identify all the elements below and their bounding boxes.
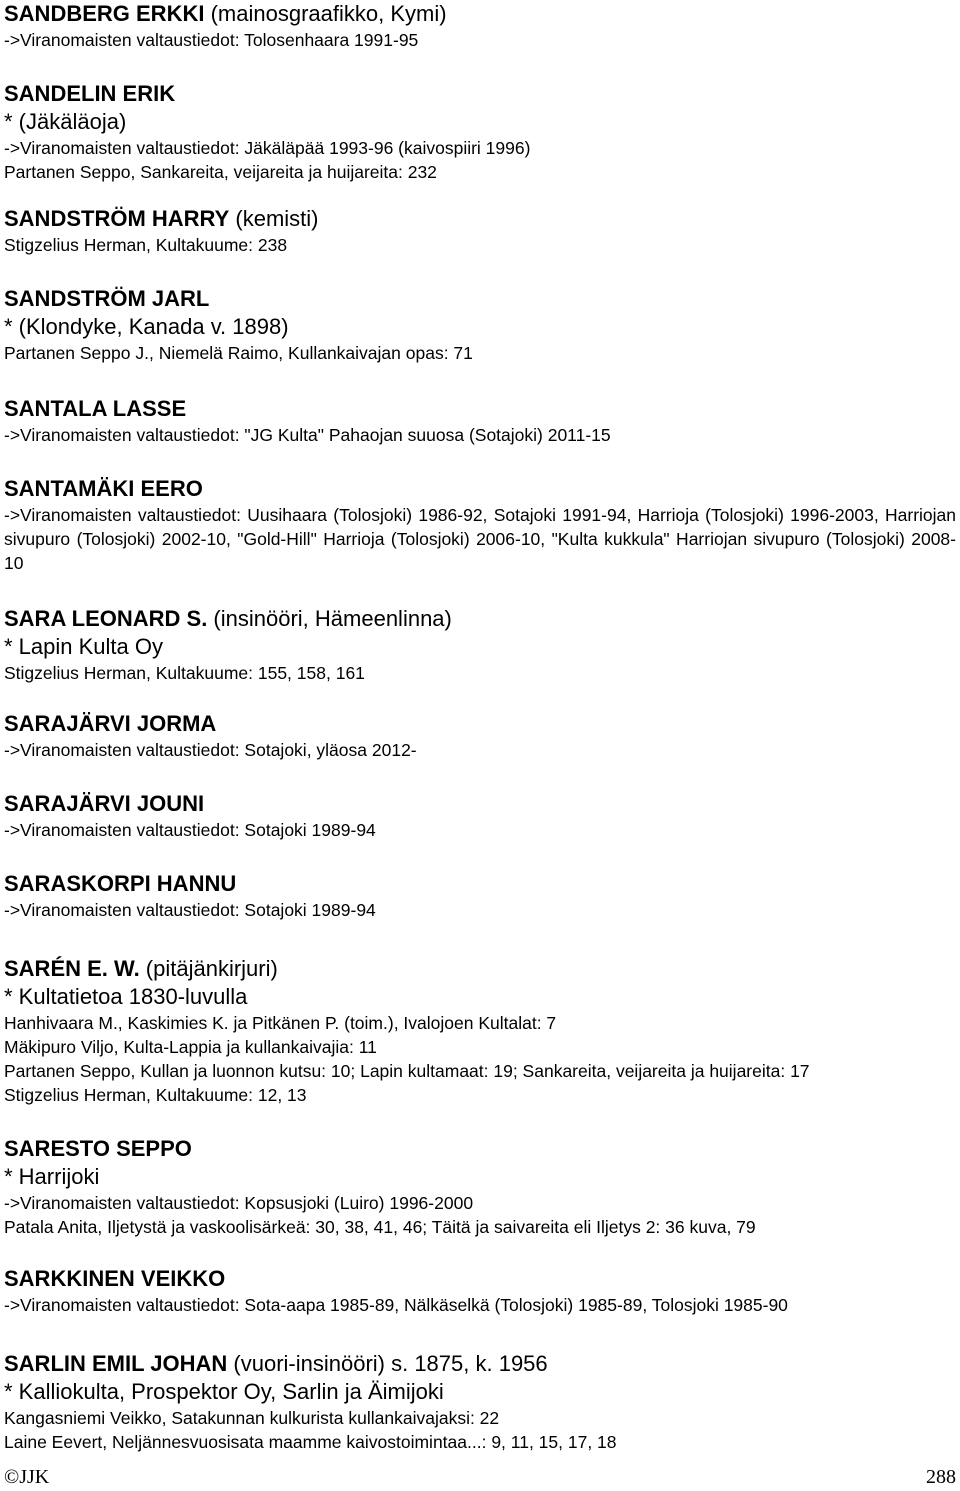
directory-entry: [4, 710, 956, 762]
entry-reference-line: ->Viranomaisten valtaustiedot: Sotajoki 1989-94: [4, 820, 376, 840]
entry-role: (mainosgraafikko, Kymi): [204, 1, 447, 26]
entry-role: (vuori-insinööri) s. 1875, k. 1956: [227, 1351, 548, 1376]
entry-reference-line: Hanhivaara M., Kaskimies K. ja Pitkänen P. (toim.), Ivalojoen Kultalat: 7: [4, 1013, 557, 1033]
entry-heading: [4, 285, 956, 313]
entry-heading: [4, 1350, 956, 1378]
entry-role: (pitäjänkirjuri): [139, 956, 278, 981]
entry-reference-line: Stigzelius Herman, Kultakuume: 12, 13: [4, 1085, 307, 1105]
entry-heading: [4, 80, 956, 108]
entry-reference-line: Kangasniemi Veikko, Satakunnan kulkurista kullankaivajaksi: 22: [4, 1408, 500, 1428]
entry-name: SARAJÄRVI JORMA: [4, 711, 217, 736]
directory-entry: [4, 1135, 956, 1239]
directory-entry: [4, 955, 956, 1107]
entry-name: SARKKINEN VEIKKO: [4, 1266, 226, 1291]
entry-subtitle: * Lapin Kulta Oy: [4, 634, 163, 659]
entry-name: SANDSTRÖM JARL: [4, 286, 210, 311]
entry-name: SANDSTRÖM HARRY: [4, 206, 230, 231]
entry-subtitle: * Kalliokulta, Prospektor Oy, Sarlin ja Äimijoki: [4, 1379, 444, 1404]
entry-heading: [4, 205, 956, 233]
entry-subtitle: * Kultatietoa 1830-luvulla: [4, 984, 248, 1009]
entry-reference-line: Stigzelius Herman, Kultakuume: 155, 158, 161: [4, 663, 365, 683]
directory-entry: [4, 80, 956, 184]
entry-name: SARLIN EMIL JOHAN: [4, 1351, 228, 1376]
entry-heading: [4, 1135, 956, 1163]
entry-reference-line: ->Viranomaisten valtaustiedot: Uusihaara (Tolosjoki) 1986-92, Sotajoki 1991-94, Harrioja (Tolosjoki) 1996-2003, Harriojan sivupuro (Tolosjoki) 2002-10, "Gold-Hill" Harrioja (Tolosjoki) 2006-10, "Kulta kukkula" Harriojan sivupuro (Tolosjoki) 2008-10: [4, 505, 956, 573]
entry-reference-line: Patala Anita, Iljetystä ja vaskoolisärkeä: 30, 38, 41, 46; Täitä ja saivareita eli Iljetys 2: 36 kuva, 79: [4, 1217, 756, 1237]
entry-name: SARAJÄRVI JOUNI: [4, 791, 205, 816]
entry-name: SARASKORPI HANNU: [4, 871, 237, 896]
entry-reference-line: ->Viranomaisten valtaustiedot: Tolosenhaara 1991-95: [4, 30, 419, 50]
entry-name: SANDELIN ERIK: [4, 81, 176, 106]
entry-role: (insinööri, Hämeenlinna): [207, 606, 452, 631]
entry-reference-line: Laine Eevert, Neljännesvuosisata maamme kaivostoimintaa...: 9, 11, 15, 17, 18: [4, 1432, 617, 1452]
entry-reference-line: ->Viranomaisten valtaustiedot: Jäkäläpää 1993-96 (kaivospiiri 1996): [4, 138, 531, 158]
directory-entry: [4, 475, 956, 575]
entry-reference-line: ->Viranomaisten valtaustiedot: Sotajoki 1989-94: [4, 900, 376, 920]
entry-role: (kemisti): [229, 206, 319, 231]
entry-reference-line: Stigzelius Herman, Kultakuume: 238: [4, 235, 288, 255]
entry-heading: [4, 955, 956, 983]
entry-reference-line: ->Viranomaisten valtaustiedot: "JG Kulta" Pahaojan suuosa (Sotajoki) 2011-15: [4, 425, 611, 445]
entry-heading: [4, 710, 956, 738]
directory-entry: [4, 790, 956, 842]
entry-reference-line: ->Viranomaisten valtaustiedot: Kopsusjoki (Luiro) 1996-2000: [4, 1193, 474, 1213]
entry-subtitle: * (Jäkäläoja): [4, 109, 127, 134]
entry-name: SANTALA LASSE: [4, 396, 187, 421]
entry-heading: [4, 395, 956, 423]
entry-name: SANDBERG ERKKI: [4, 1, 205, 26]
directory-entry: [4, 605, 956, 685]
directory-entry: [4, 870, 956, 922]
entry-reference-line: ->Viranomaisten valtaustiedot: Sota-aapa 1985-89, Nälkäselkä (Tolosjoki) 1985-89, Tolosjoki 1985-90: [4, 1295, 788, 1315]
entry-reference-line: Partanen Seppo, Sankareita, veijareita ja huijareita: 232: [4, 162, 437, 182]
entry-name: SANTAMÄKI EERO: [4, 476, 203, 501]
entry-name: SARA LEONARD S.: [4, 606, 208, 631]
entry-subtitle: * Harrijoki: [4, 1164, 100, 1189]
directory-entry: [4, 285, 956, 365]
entry-heading: [4, 605, 956, 633]
page-number: 288: [926, 1466, 956, 1488]
directory-entry: [4, 0, 956, 52]
entry-reference-line: Partanen Seppo, Kullan ja luonnon kutsu: 10; Lapin kultamaat: 19; Sankareita, veijareita ja huijareita: 17: [4, 1061, 810, 1081]
entry-reference-line: Partanen Seppo J., Niemelä Raimo, Kullankaivajan opas: 71: [4, 343, 473, 363]
entry-heading: [4, 0, 956, 28]
entry-heading: [4, 1265, 956, 1293]
entry-name: SARÉN E. W.: [4, 956, 140, 981]
footer-copyright: ©JJK: [4, 1466, 50, 1488]
directory-entry: [4, 205, 956, 257]
directory-entry: [4, 1350, 956, 1454]
entry-subtitle: * (Klondyke, Kanada v. 1898): [4, 314, 289, 339]
directory-entry: [4, 1265, 956, 1317]
directory-entry: [4, 395, 956, 447]
entry-reference-line: ->Viranomaisten valtaustiedot: Sotajoki, yläosa 2012-: [4, 740, 417, 760]
entry-reference-line: Mäkipuro Viljo, Kulta-Lappia ja kullankaivajia: 11: [4, 1037, 377, 1057]
entry-name: SARESTO SEPPO: [4, 1136, 192, 1161]
entry-heading: [4, 475, 956, 503]
entry-heading: [4, 790, 956, 818]
entry-heading: [4, 870, 956, 898]
